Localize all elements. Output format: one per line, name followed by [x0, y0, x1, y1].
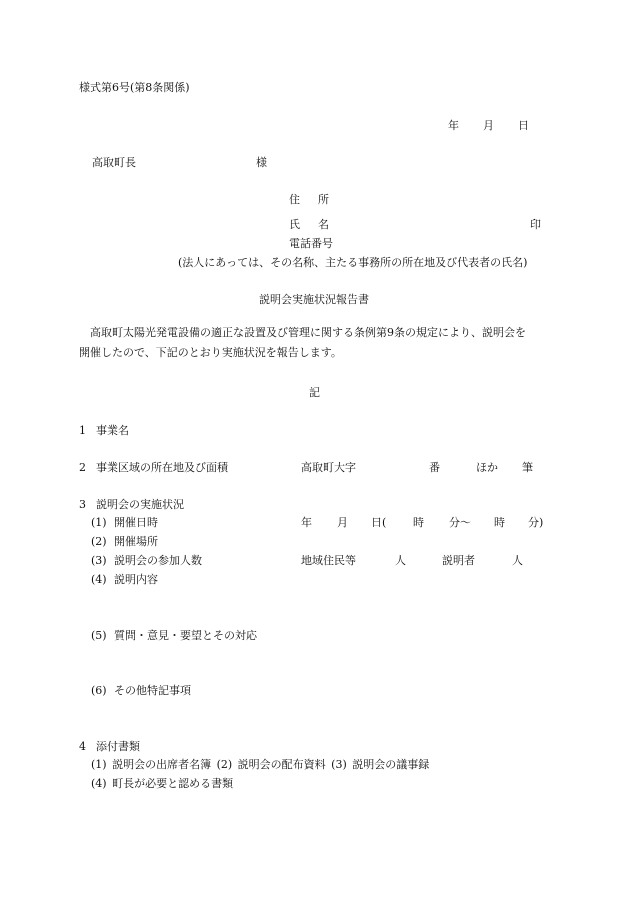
- addressee-honorific: 様: [256, 156, 267, 169]
- item-5-number: (5): [91, 629, 107, 642]
- form-number: 様式第6号(第8条関係): [79, 81, 190, 94]
- attachments-line-2: (4) 町長が必要と認める書類: [91, 777, 234, 790]
- item-1-hour-end: 時: [494, 516, 505, 529]
- addressee-name: 高取町長: [92, 156, 136, 169]
- item-3-unit-residents: 人: [395, 554, 406, 567]
- item-6-number: (6): [91, 684, 107, 697]
- section-1-number: 1: [79, 424, 86, 437]
- item-2-label: 開催場所: [114, 535, 158, 548]
- section-3-title: 説明会の実施状況: [96, 498, 184, 511]
- item-3-label: 説明会の参加人数: [114, 554, 202, 567]
- attachments-line-1: (1) 説明会の出席者名簿 (2) 説明会の配布資料 (3) 説明会の議事録: [91, 758, 430, 771]
- item-3-residents: 地域住民等: [301, 554, 356, 567]
- name-label-1: 氏: [289, 218, 300, 231]
- item-3-presenters: 説明者: [442, 554, 475, 567]
- section-2-title: 事業区域の所在地及び面積: [96, 461, 228, 474]
- address-label-2: 所: [318, 193, 329, 206]
- corporate-note: (法人にあっては、その名称、主たる事務所の所在地及び代表者の氏名): [178, 256, 528, 269]
- item-1-minute-end: 分): [528, 516, 544, 529]
- body-line-1: 高取町太陽光発電設備の適正な設置及び管理に関する条例第9条の規定により、説明会を: [90, 326, 526, 339]
- item-4-label: 説明内容: [114, 573, 158, 586]
- body-line-2: 開催したので、下記のとおり実施状況を報告します。: [79, 346, 342, 359]
- name-label-2: 名: [318, 218, 329, 231]
- section-3-number: 3: [79, 498, 86, 511]
- date-year: 年: [448, 119, 459, 132]
- item-3-number: (3): [91, 554, 107, 567]
- section-4-number: 4: [79, 740, 86, 753]
- item-5-label: 質問・意見・要望とその対応: [114, 629, 257, 642]
- item-4-number: (4): [91, 573, 107, 586]
- item-3-unit-presenters: 人: [512, 554, 523, 567]
- seal-mark: 印: [530, 218, 541, 231]
- item-1-number: (1): [91, 516, 107, 529]
- section-2-place: 高取町大字: [301, 461, 356, 474]
- item-6-label: その他特記事項: [114, 684, 191, 697]
- item-1-day: 日(: [371, 516, 387, 529]
- date-month: 月: [483, 119, 494, 132]
- item-1-year: 年: [301, 516, 312, 529]
- section-2-hoka: ほか: [476, 461, 498, 474]
- item-1-minute-start: 分〜: [449, 516, 471, 529]
- item-2-number: (2): [91, 535, 107, 548]
- section-2-hitsu: 筆: [522, 461, 533, 474]
- address-label-1: 住: [289, 193, 300, 206]
- section-2-ban: 番: [429, 461, 440, 474]
- date-day: 日: [518, 119, 529, 132]
- item-1-month: 月: [337, 516, 348, 529]
- section-4-title: 添付書類: [96, 740, 140, 753]
- section-2-number: 2: [79, 461, 86, 474]
- section-1-title: 事業名: [96, 424, 129, 437]
- item-1-label: 開催日時: [114, 516, 158, 529]
- item-1-hour-start: 時: [413, 516, 424, 529]
- document-title: 説明会実施状況報告書: [259, 293, 369, 306]
- ki-heading: 記: [309, 386, 320, 399]
- phone-label: 電話番号: [289, 237, 333, 250]
